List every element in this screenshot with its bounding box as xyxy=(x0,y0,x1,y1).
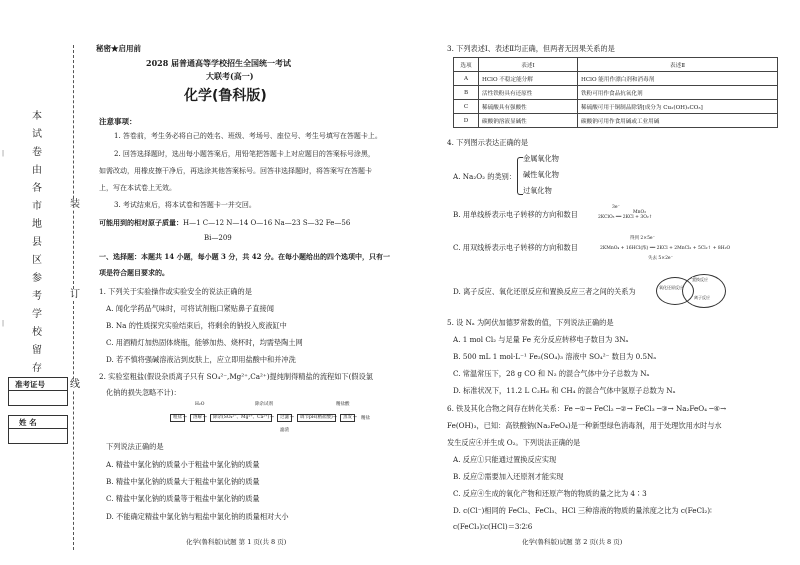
q6-line-3: 发生反应④并生成 O₂。下列说法正确的是 xyxy=(447,438,581,447)
note-2: 2. 回答选择题时，选出每小题答案后，用铅笔把答题卡上对应题目的答案标号涂黑， xyxy=(114,150,375,158)
binding-notice-char: 本 xyxy=(32,111,42,122)
q2-question: 下列说法正确的是 xyxy=(106,442,164,451)
q1-option-d: D. 若不慎将强碱溶液沾到皮肤上，应立即用盐酸中和并冲洗 xyxy=(106,355,296,364)
flow-label-reagent: 除杂试剂 xyxy=(255,402,273,407)
binding-notice-char: 县 xyxy=(32,237,42,248)
table-row xyxy=(454,100,778,114)
binding-notice-char: 试 xyxy=(32,129,42,140)
q6-option-a: A. 反应①只能通过置换反应实现 xyxy=(453,455,557,464)
page-footer-1: 化学(鲁科版)试题 第 1 页(共 8 页) xyxy=(186,538,287,546)
q4-a-item-1: 金属氧化物 xyxy=(523,154,559,163)
q1-option-c: C. 用酒精灯加热固体烧瓶，能够加热、烧杯时，均需垫陶土网 xyxy=(106,338,303,347)
flow-step-crude-salt: 粗盐 xyxy=(170,414,185,422)
q4-c-loss-label: 失去 5×2e⁻ xyxy=(648,256,673,261)
q4-b-electron-label: 3e⁻ xyxy=(612,205,620,210)
q2-option-c: C. 精盐中氯化钠的质量等于粗盐中氯化钠的质量 xyxy=(106,494,260,503)
venn-label-redox: 氧化还原反应 xyxy=(659,285,683,290)
exam-id-label: 准考证号 xyxy=(15,380,45,389)
q4-c-equation: 2KMnO₄ + 16HCl(浓) ══ 2KCl + 2MnCl₂ + 5Cl₂↑ + 8H₂O xyxy=(600,246,731,251)
binding-notice-char: 由 xyxy=(32,165,42,176)
q2-stem: 2. 实验室粗盐(假设杂质离子只有 SO₄²⁻,Mg²⁺,Ca²⁺)提纯制得精盐的流程如下(假设氯 xyxy=(99,372,373,381)
flow-label-water: H₂O xyxy=(195,402,205,407)
q4-option-c-label: C. 用双线桥表示电子转移的方向和数目 xyxy=(453,243,578,252)
secret-label: 秘密★启用前 xyxy=(96,44,141,53)
q6-option-c: C. 反应④生成的氧化产物和还原产物的物质的量之比为 4∶3 xyxy=(453,489,647,498)
binding-notice-char: 存 xyxy=(32,363,42,374)
atomic-mass-values-2: Bi—209 xyxy=(204,234,232,242)
table-cell: 活性铁粉具有还原性 xyxy=(479,86,578,100)
flow-step-evaporate: 蒸发 xyxy=(340,414,355,422)
atomic-mass-label: 可能用到的相对原子质量： xyxy=(99,218,183,227)
q3-table xyxy=(453,57,778,128)
q4-option-d-label: D. 离子反应、氧化还原反应和置换反应三者之间的关系为 xyxy=(453,287,636,296)
table-row xyxy=(454,72,778,86)
flow-step-dissolve: 溶解 xyxy=(190,414,205,422)
flow-arrow: → xyxy=(270,415,274,420)
table-row xyxy=(454,86,778,100)
q4-a-item-3: 过氧化物 xyxy=(523,186,552,195)
q4-option-a-label: A. Na₂O₂ 的类别： xyxy=(453,172,517,181)
table-cell: HClO 能用作漂白剂和消毒剂 xyxy=(578,72,778,86)
name-label: 姓 名 xyxy=(19,418,37,427)
note-3: 3. 考试结束后，将本试卷和答题卡一并交回。 xyxy=(114,201,256,209)
table-header-cell: 表述Ⅱ xyxy=(578,58,778,72)
binding-notice-char: 卷 xyxy=(32,147,42,158)
q2-stem-cont: 化钠的损失忽略不计)： xyxy=(106,388,181,397)
q6-line-2: Fe(OH)₃，已知：高铁酸钠(Na₂FeO₄)是一种新型绿色消毒剂，用于处理饮用水时与水 xyxy=(447,421,722,430)
flow-label-acid: 精盐酸 xyxy=(336,402,350,407)
q5-stem: 5. 设 Nₐ 为阿伏加德罗常数的值，下列说法正确的是 xyxy=(447,318,614,327)
q2-option-a: A. 精盐中氯化钠的质量小于粗盐中氯化钠的质量 xyxy=(106,460,260,469)
atomic-mass-values: H—1 C—12 N—14 O—16 Na—23 S—32 Fe—56 xyxy=(183,219,351,227)
binding-notice-char: 校 xyxy=(32,327,42,338)
q2-option-d: D. 不能确定精盐中氯化钠与粗盐中氯化钠的质量相对大小 xyxy=(106,512,289,521)
flow-label-residue: 滤渣 xyxy=(280,428,289,433)
exam-header: 2028 届普通高等学校招生全国统一考试 xyxy=(146,58,292,68)
q6-line-1: 6. 铁及其化合物之间存在转化关系：Fe ─①→ FeCl₂ ─②→ FeCl₃ ─③→ Na₂FeO₄ ─④→ xyxy=(447,404,727,413)
q4-b-catalyst: MnO₂ xyxy=(633,210,646,215)
q1-option-b: B. Na 的性质探究实验结束后，将剩余的钠投入废液缸中 xyxy=(106,321,287,330)
binding-notice-char: 区 xyxy=(32,255,42,266)
q4-stem: 4. 下列图示表达正确的是 xyxy=(447,138,529,147)
flow-step-adjust-ph: 调节pH(精盐酸) xyxy=(297,414,336,422)
table-cell: D xyxy=(454,114,479,128)
flow-arrow: → xyxy=(183,415,187,420)
binding-notice-char: 地 xyxy=(32,219,42,230)
table-cell: B xyxy=(454,86,479,100)
q4-a-item-2: 碱性氧化物 xyxy=(523,170,559,179)
table-row xyxy=(454,114,778,128)
flow-step-impurity-removal: 除杂(SO₄²⁻、Mg²⁺、Ca²⁺) xyxy=(210,414,272,422)
table-cell: 碳酸钠可用作食用碱或工业用碱 xyxy=(578,114,778,128)
q5-option-d: D. 标准状况下，11.2 L C₂H₆ 和 CH₄ 的混合气体中氢原子总数为 Nₐ xyxy=(453,386,676,395)
q1-stem: 1. 下列关于实验操作或实验安全的说法正确的是 xyxy=(99,287,252,296)
q6-option-d-cont: c(FeCl₃)∶c(HCl)＝3∶2∶6 xyxy=(453,522,533,531)
binding-notice-char: 考 xyxy=(32,291,42,302)
cut-mark-zhuang: 装 xyxy=(70,199,80,210)
note-1: 1. 答卷前，考生务必将自己的姓名、班级、考场号、座位号、考生号填写在答题卡上。 xyxy=(114,132,382,140)
flow-arrow: → xyxy=(203,415,207,420)
table-cell: 铁粉可用作食品抗氧化剂 xyxy=(578,86,778,100)
cut-mark-ding: 订 xyxy=(70,289,80,300)
page-footer-2: 化学(鲁科版)试题 第 2 页(共 8 页) xyxy=(522,538,623,546)
table-header-cell: 表述Ⅰ xyxy=(479,58,578,72)
q5-option-a: A. 1 mol Cl₂ 与足量 Fe 充分反应转移电子数目为 3Nₐ xyxy=(453,335,629,344)
table-cell: HClO 不稳定能分解 xyxy=(479,72,578,86)
note-2-end: 上，写在本试卷上无效。 xyxy=(99,184,176,192)
flow-arrow: → xyxy=(353,415,357,420)
cut-mark-xian: 线 xyxy=(70,379,80,390)
note-2-cont: 如需改动，用橡皮擦干净后，再选涂其他答案标号。回答非选择题时，将答案写在答题卡 xyxy=(99,167,372,175)
q2-option-b: B. 精盐中氯化钠的质量大于粗盐中氯化钠的质量 xyxy=(106,477,260,486)
table-cell: A xyxy=(454,72,479,86)
q4-option-b-label: B. 用单线桥表示电子转移的方向和数目 xyxy=(453,210,578,219)
binding-notice-char: 市 xyxy=(32,201,42,212)
table-cell: C xyxy=(454,100,479,114)
flow-arrow: → xyxy=(290,415,294,420)
binding-notice-char: 学 xyxy=(32,309,42,320)
venn-label-ionic: 离子反应 xyxy=(694,295,710,300)
binding-notice-char: 留 xyxy=(32,345,42,356)
flow-step-filter: 过滤 xyxy=(277,414,292,422)
q4-c-gain-label: 得到 2×5e⁻ xyxy=(630,236,655,241)
flow-step-refined-salt: 精盐 xyxy=(361,416,370,421)
table-header-row xyxy=(454,58,778,72)
venn-diagram xyxy=(656,274,726,306)
q1-option-a: A. 闻化学药品气味时，可将试剂瓶口紧贴鼻子直接闻 xyxy=(106,304,274,313)
flow-arrow: → xyxy=(333,415,337,420)
name-box[interactable] xyxy=(8,415,68,444)
q6-option-b: B. 反应②需要加入还原剂才能实现 xyxy=(453,472,564,481)
table-cell: 稀硫酸具有强酸性 xyxy=(479,100,578,114)
q4-b-equation: 2KClO₃ ══ 2KCl + 3O₂↑ xyxy=(598,215,653,220)
section-1-heading-cont: 项是符合题目要求的。 xyxy=(99,268,169,277)
q6-option-d: D. c(Cl⁻)相同的 FeCl₂、FeCl₃、HCl 三种溶液的物质的量浓度之比为 c(FeCl₂)∶ xyxy=(453,506,712,515)
binding-hole-mark: | xyxy=(2,150,5,157)
atomic-mass-line xyxy=(99,218,350,228)
q5-option-c: C. 常温常压下，28 g CO 和 N₂ 的混合气体中分子总数为 Nₐ xyxy=(453,369,650,378)
exam-subheader: 大联考(高一) xyxy=(206,71,254,81)
table-header-cell: 选项 xyxy=(454,58,479,72)
binding-notice-char: 各 xyxy=(32,183,42,194)
notes-title: 注意事项： xyxy=(99,117,137,126)
venn-label-displacement: 置换反应 xyxy=(692,277,708,282)
binding-notice-char: 参 xyxy=(32,273,42,284)
table-cell: 碳酸钠溶液显碱性 xyxy=(479,114,578,128)
table-cell: 稀硫酸可用于铜制品除锈[成分为 Cu₂(OH)₂CO₃] xyxy=(578,100,778,114)
q5-option-b: B. 500 mL 1 mol·L⁻¹ Fe₂(SO₄)₃ 溶液中 SO₄²⁻ 数目为 0.5Nₐ xyxy=(453,352,657,361)
page-title: 化学(鲁科版) xyxy=(184,88,267,104)
binding-hole-mark: | xyxy=(2,320,5,327)
exam-id-box[interactable] xyxy=(8,377,68,406)
section-1-heading: 一、选择题：本题共 14 小题，每小题 3 分，共 42 分。在每小题给出的四个选项中，只有一 xyxy=(99,252,390,261)
q3-stem: 3. 下列表述Ⅰ、表述Ⅱ均正确，但两者无因果关系的是 xyxy=(447,44,615,53)
